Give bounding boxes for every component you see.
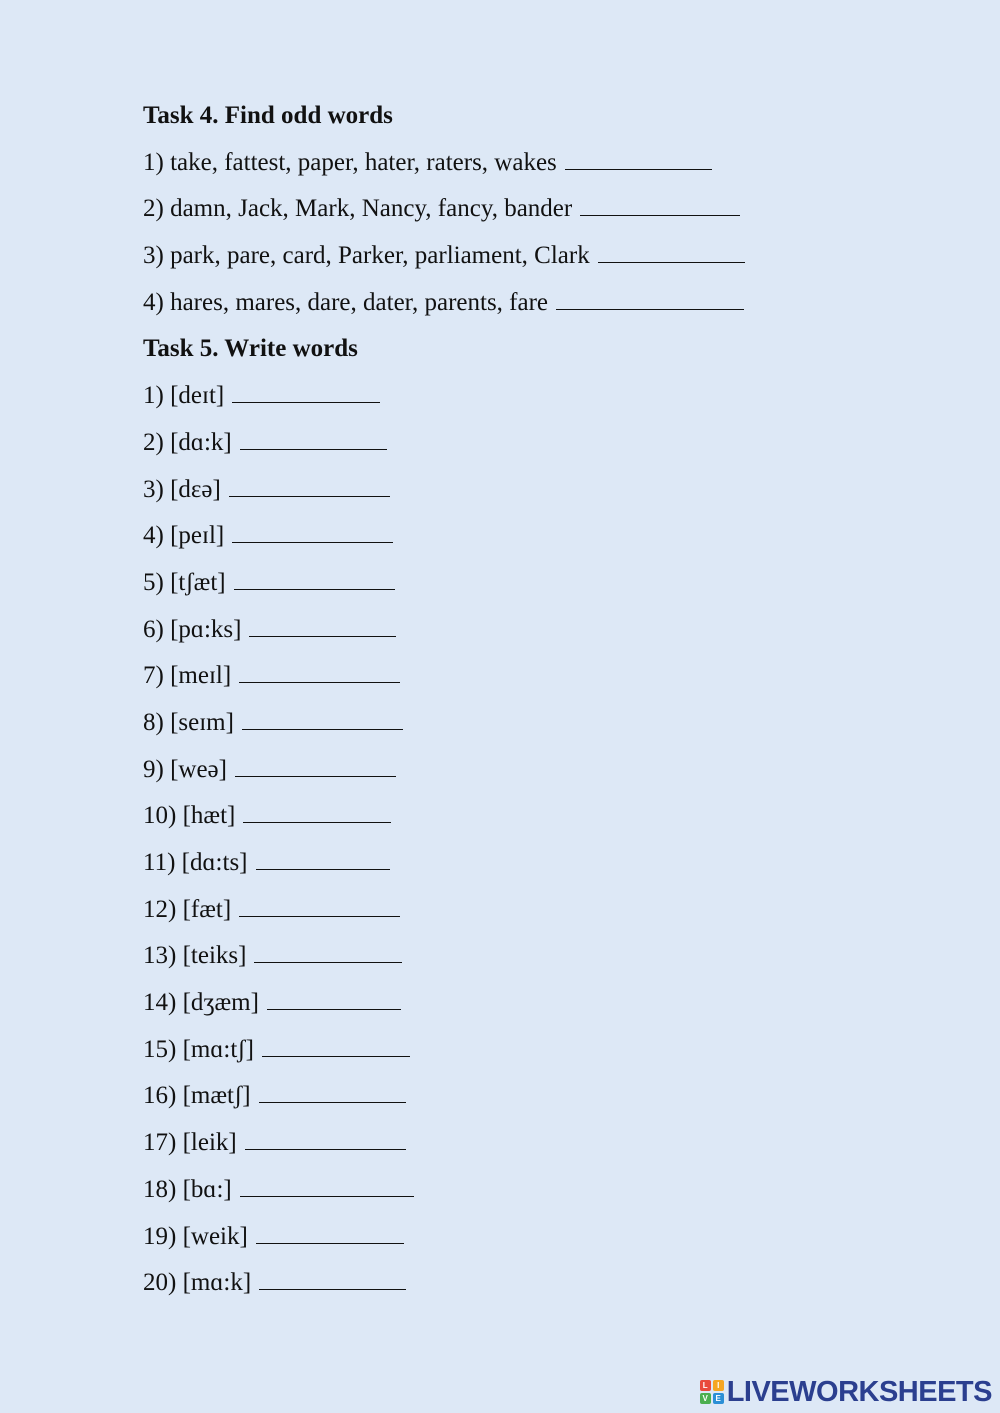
task5-item-12 [143,887,943,934]
answer-blank[interactable] [254,961,402,963]
task5-item-text: 1) [deɪt] [143,382,225,410]
task4-item-text: 3) park, pare, card, Parker, parliament, Clark [143,242,590,270]
task5-item-text: 11) [dɑ:ts] [143,849,248,876]
answer-blank[interactable] [256,1242,404,1244]
task4-item-text: 2) damn, Jack, Mark, Nancy, fancy, bander [143,195,573,223]
answer-blank[interactable] [243,821,391,823]
task5-item-10 [143,793,943,840]
task5-item-text: 19) [weik] [143,1222,248,1250]
answer-blank[interactable] [229,495,390,497]
task5-item-text: 10) [hæt] [143,802,236,830]
logo-text: LIVEWORKSHEETS [726,1375,992,1408]
answer-blank[interactable] [556,308,744,310]
task5-item-text: 12) [fæt] [143,895,232,923]
logo-tile-e: E [713,1393,724,1404]
answer-blank[interactable] [240,448,387,450]
task5-item-text: 2) [dɑ:k] [143,428,232,456]
task5-item-text: 8) [seɪm] [143,708,234,736]
task4-item-4 [143,280,943,327]
answer-blank[interactable] [598,261,745,263]
task5-item-text: 4) [peɪl] [143,522,225,550]
answer-blank[interactable] [242,728,403,730]
answer-blank[interactable] [235,775,396,777]
task5-item-4 [143,513,943,560]
task5-list [143,373,943,1307]
logo-icon [700,1380,724,1404]
task5-item-16 [143,1073,943,1120]
answer-blank[interactable] [245,1148,406,1150]
answer-blank[interactable] [232,401,380,403]
task5-item-text: 13) [teiks] [143,942,247,970]
task4-item-1 [143,140,943,187]
answer-blank[interactable] [249,635,396,637]
answer-blank[interactable] [232,541,393,543]
logo-tile-v: V [700,1393,711,1404]
task5-item-text: 3) [dɛə] [143,475,221,503]
task5-item-20 [143,1260,943,1307]
task5-item-6 [143,607,943,654]
answer-blank[interactable] [267,1008,401,1010]
task5-item-3 [143,467,943,514]
task5-item-text: 6) [pɑ:ks] [143,615,242,643]
task5-item-9 [143,747,943,794]
task5-item-text: 9) [weə] [143,755,227,783]
task5-item-text: 16) [mætʃ] [143,1082,251,1110]
answer-blank[interactable] [234,588,395,590]
answer-blank[interactable] [262,1055,410,1057]
worksheet-page [143,93,943,1307]
task4-list [143,140,943,327]
task5-item-5 [143,560,943,607]
task5-item-text: 5) [tʃæt] [143,568,226,596]
task5-item-text: 15) [mɑ:tʃ] [143,1035,254,1063]
task5-item-14 [143,980,943,1027]
task5-item-17 [143,1120,943,1167]
task5-item-13 [143,933,943,980]
task5-item-text: 20) [mɑ:k] [143,1269,252,1297]
task5-item-text: 7) [meɪl] [143,662,232,690]
task5-item-19 [143,1214,943,1261]
task5-title: Task 5. Write words [143,335,358,363]
task5-item-18 [143,1167,943,1214]
task4-title: Task 4. Find odd words [143,102,393,129]
logo-tile-i: I [713,1380,724,1391]
task5-item-1 [143,373,943,420]
task5-item-text: 18) [bɑ:] [143,1175,232,1203]
answer-blank[interactable] [240,1195,414,1197]
task5-item-text: 14) [dʒæm] [143,989,259,1017]
task5-item-15 [143,1027,943,1074]
answer-blank[interactable] [239,915,400,917]
answer-blank[interactable] [565,168,712,170]
logo-tile-l: L [700,1380,711,1391]
answer-blank[interactable] [239,681,400,683]
task4-item-text: 1) take, fattest, paper, hater, raters, wakes [143,148,557,176]
task4-item-text: 4) hares, mares, dare, dater, parents, fare [143,288,549,316]
task5-item-2 [143,420,943,467]
answer-blank[interactable] [580,214,740,216]
answer-blank[interactable] [256,868,390,870]
task5-item-7 [143,653,943,700]
task4-item-3 [143,233,943,280]
task4-item-2 [143,186,943,233]
task5-item-8 [143,700,943,747]
task5-item-11 [143,840,943,887]
task5-item-text: 17) [leik] [143,1129,237,1157]
answer-blank[interactable] [259,1101,406,1103]
liveworksheets-logo [700,1377,992,1407]
answer-blank[interactable] [259,1288,406,1290]
